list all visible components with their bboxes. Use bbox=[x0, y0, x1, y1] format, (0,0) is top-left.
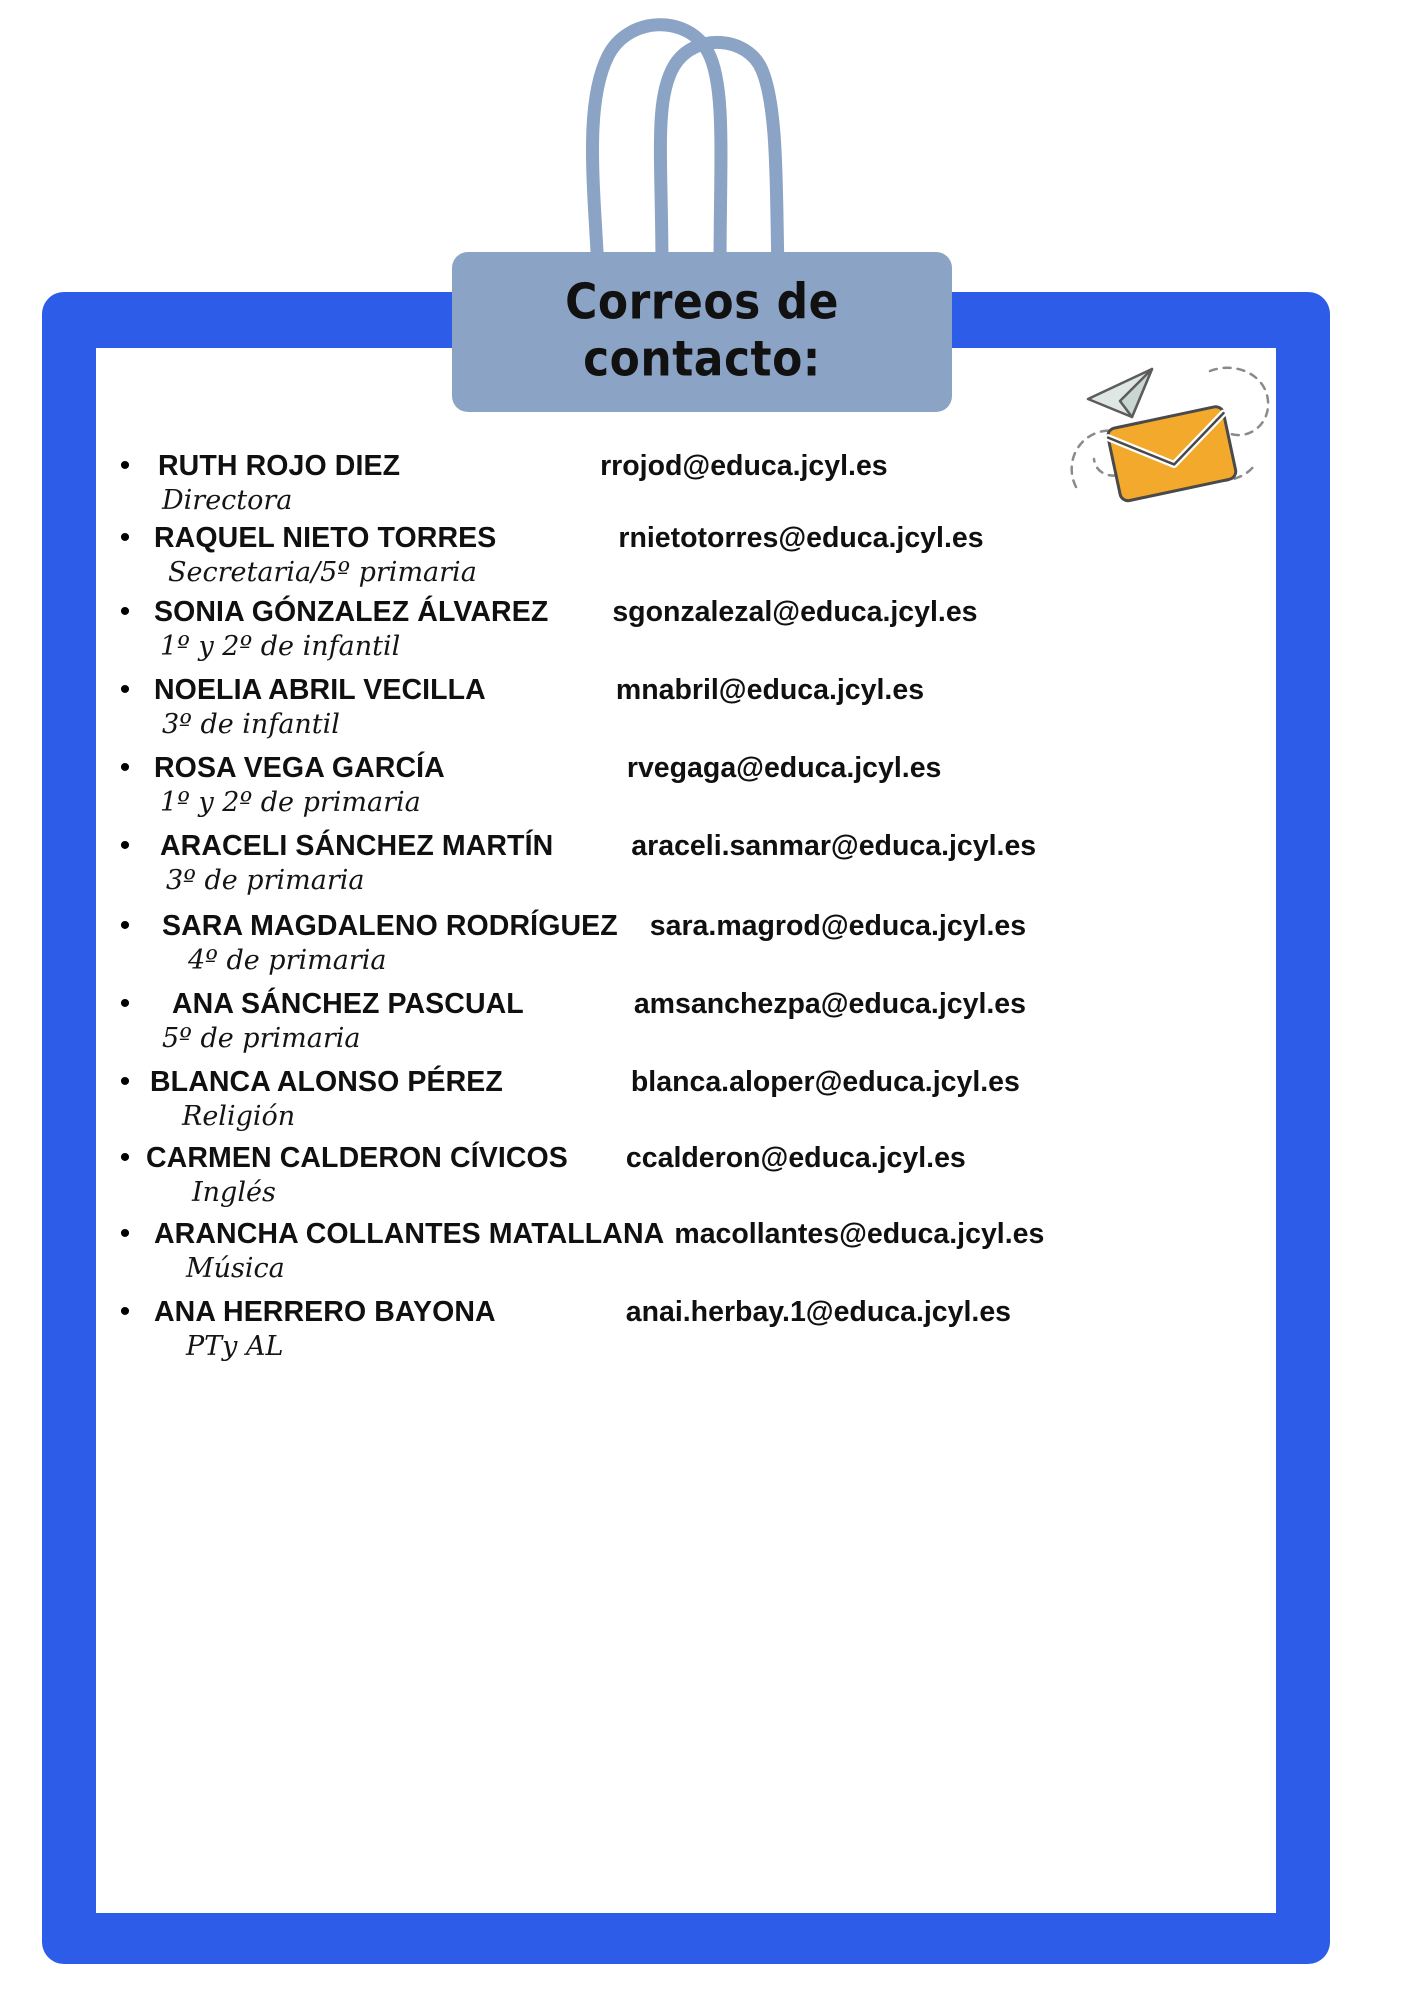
contact-name: RUTH ROJO DIEZ bbox=[158, 450, 401, 482]
contact-name: ARACELI SÁNCHEZ MARTÍN bbox=[160, 830, 554, 862]
mail-decoration bbox=[1060, 355, 1280, 535]
contact-entry bbox=[96, 910, 1276, 976]
contact-entry-main bbox=[110, 830, 1276, 863]
paper-plane-icon bbox=[1088, 369, 1152, 417]
contact-entry-main bbox=[110, 910, 1276, 943]
bullet-icon: • bbox=[119, 987, 131, 1020]
contact-email[interactable]: amsanchezpa@educa.jcyl.es bbox=[633, 988, 1026, 1020]
contact-email[interactable]: araceli.sanmar@educa.jcyl.es bbox=[631, 830, 1037, 862]
contact-entry-main bbox=[110, 1296, 1276, 1329]
contact-role: 4º de primaria bbox=[188, 945, 387, 976]
contact-role: Secretaria/5º primaria bbox=[168, 557, 477, 588]
contact-entry-main bbox=[110, 596, 1276, 629]
contact-email[interactable]: blanca.aloper@educa.jcyl.es bbox=[630, 1066, 1020, 1098]
bullet-icon: • bbox=[119, 1217, 131, 1250]
bullet-icon: • bbox=[119, 1295, 131, 1328]
bullet-icon: • bbox=[119, 673, 131, 706]
contact-entry-main bbox=[110, 1066, 1276, 1099]
bullet-icon: • bbox=[119, 751, 131, 784]
contact-email[interactable]: anai.herbay.1@educa.jcyl.es bbox=[625, 1296, 1012, 1328]
contact-name: RAQUEL NIETO TORRES bbox=[154, 522, 497, 554]
contact-entry bbox=[96, 1296, 1276, 1362]
contact-entry-main bbox=[110, 1218, 1276, 1251]
contact-email[interactable]: sara.magrod@educa.jcyl.es bbox=[649, 910, 1027, 942]
contact-role: 5º de primaria bbox=[162, 1023, 361, 1054]
contact-name: SARA MAGDALENO RODRÍGUEZ bbox=[162, 910, 618, 942]
contact-entry bbox=[96, 1066, 1276, 1132]
contact-entry-main bbox=[110, 674, 1276, 707]
contact-name: SONIA GÓNZALEZ ÁLVAREZ bbox=[154, 596, 549, 628]
contact-role: 3º de primaria bbox=[166, 865, 365, 896]
contact-name: BLANCA ALONSO PÉREZ bbox=[150, 1066, 503, 1098]
contact-role: 3º de infantil bbox=[162, 709, 340, 740]
contact-email[interactable]: rnietotorres@educa.jcyl.es bbox=[618, 522, 984, 554]
contact-role: 1º y 2º de infantil bbox=[160, 631, 401, 662]
bullet-icon: • bbox=[119, 909, 131, 942]
contact-email[interactable]: rvegaga@educa.jcyl.es bbox=[626, 752, 942, 784]
contact-entry bbox=[96, 596, 1276, 662]
contact-name: ANA HERRERO BAYONA bbox=[154, 1296, 496, 1328]
contact-entry bbox=[96, 988, 1276, 1054]
contact-name: ARANCHA COLLANTES MATALLANA bbox=[154, 1218, 665, 1250]
contact-email[interactable]: ccalderon@educa.jcyl.es bbox=[625, 1142, 966, 1174]
contact-email[interactable]: mnabril@educa.jcyl.es bbox=[615, 674, 925, 706]
bullet-icon: • bbox=[119, 1065, 131, 1098]
contact-entry-main bbox=[110, 988, 1276, 1021]
contact-email[interactable]: macollantes@educa.jcyl.es bbox=[674, 1218, 1045, 1250]
header-tag bbox=[452, 252, 952, 412]
contact-entry bbox=[96, 674, 1276, 740]
contact-entry bbox=[96, 830, 1276, 896]
bullet-icon: • bbox=[119, 829, 131, 862]
contact-entry bbox=[96, 1218, 1276, 1284]
contact-role: 1º y 2º de primaria bbox=[160, 787, 421, 818]
paper-clip-graphic bbox=[570, 8, 830, 288]
page-title-line2: contacto: bbox=[583, 330, 821, 388]
contact-list bbox=[96, 440, 1276, 1362]
page-title-line1: Correos de bbox=[565, 274, 839, 332]
contact-name: NOELIA ABRIL VECILLA bbox=[154, 674, 486, 706]
contact-role: Directora bbox=[162, 485, 293, 516]
contact-entry bbox=[96, 1142, 1276, 1208]
contact-email[interactable]: sgonzalezal@educa.jcyl.es bbox=[612, 596, 978, 628]
contact-role: Religión bbox=[182, 1101, 296, 1132]
contact-name: ROSA VEGA GARCÍA bbox=[154, 752, 445, 784]
contact-name: ANA SÁNCHEZ PASCUAL bbox=[172, 988, 524, 1020]
bullet-icon: • bbox=[119, 521, 131, 554]
bullet-icon: • bbox=[119, 595, 131, 628]
contact-role: Inglés bbox=[192, 1177, 276, 1208]
contact-role: PTy AL bbox=[186, 1331, 284, 1362]
page-title bbox=[565, 275, 839, 388]
envelope-icon bbox=[1106, 405, 1237, 502]
bullet-icon: • bbox=[119, 449, 131, 482]
bullet-icon: • bbox=[119, 1141, 131, 1174]
contact-entry bbox=[96, 752, 1276, 818]
contact-email[interactable]: rrojod@educa.jcyl.es bbox=[600, 450, 888, 482]
contact-entry-main bbox=[110, 1142, 1276, 1175]
contact-role: Música bbox=[186, 1253, 285, 1284]
contact-entry-main bbox=[110, 752, 1276, 785]
contact-name: CARMEN CALDERON CÍVICOS bbox=[146, 1142, 568, 1174]
